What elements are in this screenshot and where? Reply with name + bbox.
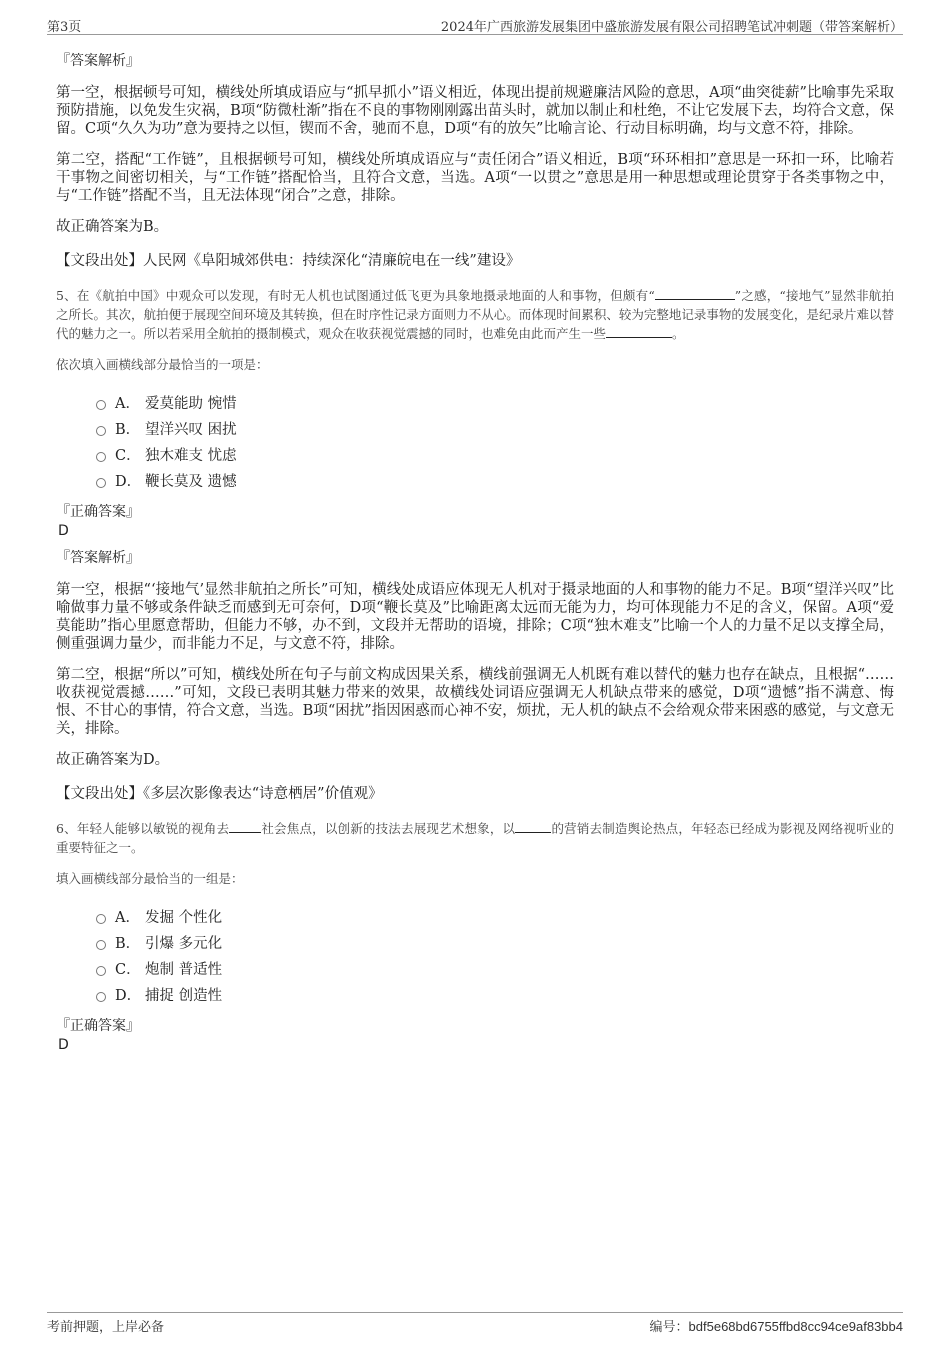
q6-answer: D — [58, 1037, 69, 1053]
q6-stem-part-b: 社会焦点，以创新的技法去展现艺术想象，以 — [261, 821, 516, 836]
option-letter: B． — [115, 421, 141, 438]
option-letter: A． — [115, 395, 140, 412]
option-text: 爱莫能助 惋惜 — [145, 395, 237, 412]
q5-answer: D — [58, 523, 69, 539]
q5-options — [96, 389, 894, 493]
q6-blank-2 — [515, 820, 551, 833]
page-number: 第3页 — [47, 20, 82, 35]
q5-analysis-label: 『答案解析』 — [56, 550, 140, 566]
q6-stem-part-c: 的营销去制造舆论热点，年轻态已经成为影视及网络视听业的重要特征之一。 — [56, 821, 894, 855]
q6-option-c[interactable] — [96, 955, 894, 981]
radio-icon[interactable] — [96, 426, 106, 436]
radio-icon[interactable] — [96, 940, 106, 950]
option-text: 发掘 个性化 — [145, 909, 223, 926]
q4-analysis-label: 『答案解析』 — [56, 53, 140, 69]
q5-analysis-p1: 第一空，根据“‘接地气’显然非航拍之所长”可知，横线处成语应体现无人机对于摄录地面的人和事物的能力不足。B项“望洋兴叹”比喻做事力量不够或条件缺乏而感到无可奈何，D项“鞭长莫及”比喻距离太远而无能为力，均可体现能力不足的含义，保留。A项“爱莫能助”指心里愿意帮助，但能力不够，办不到，文段并无帮助的语境，排除；C项“独木难支”比喻一个人的力量不足以支撑全局，侧重强调力量少，而非能力不足，与文意不符，排除。 — [56, 582, 894, 652]
document-id: 编号：bdf5e68bd6755ffbd8cc94ce9af83bb4 — [649, 1319, 903, 1334]
radio-icon[interactable] — [96, 478, 106, 488]
q4-source: 【文段出处】人民网《阜阳城郊供电：持续深化“清廉皖电在一线”建设》 — [56, 253, 521, 269]
radio-icon[interactable] — [96, 400, 106, 410]
q5-blank-1 — [655, 287, 735, 300]
q5-stem-part-a: 5、在《航拍中国》中观众可以发现，有时无人机也试图通过低飞更为具象地摄录地面的人和事物，但颇有“ — [56, 288, 655, 303]
q6-stem — [56, 819, 894, 857]
q5-answer-label: 『正确答案』 — [56, 504, 140, 520]
radio-icon[interactable] — [96, 992, 106, 1002]
q4-conclusion: 故正确答案为B。 — [56, 219, 169, 235]
page-footer — [47, 1312, 903, 1335]
option-text: 望洋兴叹 困扰 — [145, 421, 237, 438]
q5-option-b[interactable] — [96, 415, 894, 441]
option-text: 独木难支 忧虑 — [145, 447, 237, 464]
option-text: 鞭长莫及 遗憾 — [145, 473, 237, 490]
radio-icon[interactable] — [96, 452, 106, 462]
q6-option-d[interactable] — [96, 981, 894, 1007]
option-letter: D． — [115, 473, 142, 490]
option-letter: A． — [115, 909, 140, 926]
q6-option-b[interactable] — [96, 929, 894, 955]
q5-stem-part-b: ”之感，“接地气”显然非航拍之所长。其次，航拍便于展现空间环境及其转换，但在时序性记录方面则力不从心。而体现时间累积、较为完整地记录事物的发展变化，是纪录片难以替代的魅力之一。所以若采用全航拍的摄制模式，观众在收获视觉震撼的同时，也难免由此而产生一些 — [56, 288, 894, 341]
q5-conclusion: 故正确答案为D。 — [56, 752, 170, 768]
option-text: 引爆 多元化 — [145, 935, 223, 952]
page-header — [47, 14, 903, 35]
q6-answer-label: 『正确答案』 — [56, 1018, 140, 1034]
q5-option-a[interactable] — [96, 389, 894, 415]
option-letter: C． — [115, 961, 141, 978]
option-text: 捕捉 创造性 — [145, 987, 223, 1004]
footer-slogan: 考前押题，上岸必备 — [47, 1320, 165, 1335]
q4-analysis-p1: 第一空，根据顿号可知，横线处所填成语应与“抓早抓小”语义相近，体现出提前规避廉洁风险的意思，A项“曲突徙薪”比喻事先采取预防措施，以免发生灾祸，B项“防微杜渐”指在不良的事物刚刚露出苗头时，就加以制止和杜绝，不让它发展下去，均符合文意，保留。C项“久久为功”意为要持之以恒，锲而不舍，驰而不息，D项“有的放矢”比喻言论、行动目标明确，均与文意不符，排除。 — [56, 85, 894, 137]
q6-options — [96, 903, 894, 1007]
q5-prompt: 依次填入画横线部分最恰当的一项是： — [56, 357, 269, 372]
option-text: 炮制 普适性 — [145, 961, 223, 978]
q6-option-a[interactable] — [96, 903, 894, 929]
q5-blank-2 — [606, 325, 672, 338]
q6-blank-1 — [229, 820, 261, 833]
option-letter: B． — [115, 935, 141, 952]
q4-analysis-p2: 第二空，搭配“工作链”，且根据顿号可知，横线处所填成语应与“责任闭合”语义相近，B项“环环相扣”意思是一环扣一环，比喻若干事物之间密切相关，与“工作链”搭配恰当，且符合文意，当选。A项“一以贯之”意思是用一种思想或理论贯穿于各类事物之中，与“工作链”搭配不当，且无法体现“闭合”之意，排除。 — [56, 152, 894, 204]
main-content — [56, 44, 894, 1061]
q5-stem — [56, 286, 894, 343]
document-title: 2024年广西旅游发展集团中盛旅游发展有限公司招聘笔试冲刺题（带答案解析） — [440, 20, 903, 35]
q6-stem-part-a: 6、年轻人能够以敏锐的视角去 — [56, 821, 230, 836]
q5-option-c[interactable] — [96, 441, 894, 467]
q5-option-d[interactable] — [96, 467, 894, 493]
q5-stem-part-c: 。 — [672, 326, 685, 341]
option-letter: C． — [115, 447, 141, 464]
radio-icon[interactable] — [96, 966, 106, 976]
radio-icon[interactable] — [96, 914, 106, 924]
q6-prompt: 填入画横线部分最恰当的一组是： — [56, 871, 244, 886]
q5-analysis-p2: 第二空，根据“所以”可知，横线处所在句子与前文构成因果关系，横线前强调无人机既有难以替代的魅力也存在缺点，且根据“……收获视觉震撼……”可知，文段已表明其魅力带来的效果，故横线处词语应强调无人机缺点带来的感觉，D项“遗憾”指不满意、悔恨、不甘心的事情，符合文意，当选。B项“困扰”指因困惑而心神不安，烦扰，无人机的缺点不会给观众带来困惑的感觉，与文意无关，排除。 — [56, 667, 894, 737]
q5-source: 【文段出处】《多层次影像表达“诗意栖居”价值观》 — [56, 786, 383, 802]
option-letter: D． — [115, 987, 142, 1004]
